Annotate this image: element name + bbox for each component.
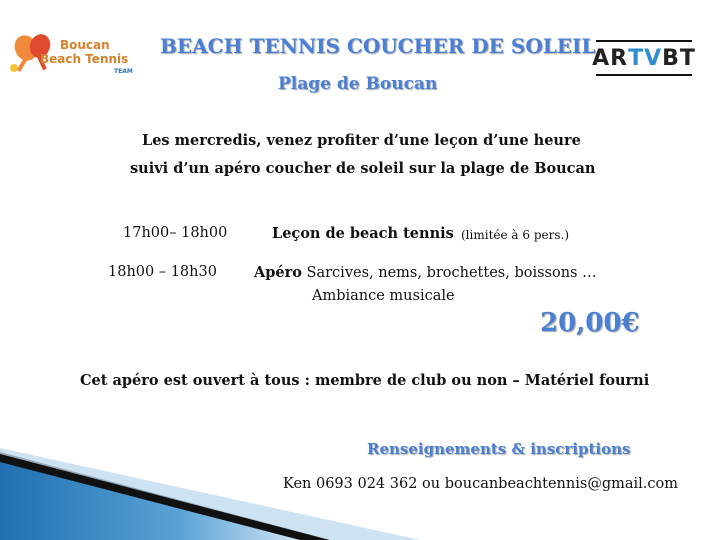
- contact-line: Ken 0693 024 362 ou boucanbeachtennis@gmail.com: [283, 476, 678, 492]
- intro-line-1: Les mercredis, venez profiter d’une leçon d’une heure: [142, 132, 581, 149]
- logo-text-beach-tennis: Beach Tennis: [40, 52, 129, 66]
- logo-part-3: BT: [662, 45, 696, 71]
- schedule-time-1: 17h00– 18h00: [123, 225, 228, 241]
- open-to-all-line: Cet apéro est ouvert à tous : membre de club ou non – Matériel fourni: [80, 372, 650, 389]
- info-heading: Renseignements & inscriptions: [367, 440, 631, 458]
- boucan-beach-tennis-logo: [6, 30, 140, 80]
- page-title: BEACH TENNIS COUCHER DE SOLEIL: [160, 34, 596, 58]
- logo-part-1: AR: [592, 45, 629, 71]
- page-subtitle: Plage de Boucan: [278, 74, 438, 94]
- logo-part-2: TV: [628, 45, 663, 71]
- schedule-activity-2-details: Sarcives, nems, brochettes, boissons …: [301, 265, 597, 281]
- logo-text-team: TEAM: [114, 68, 133, 75]
- decorative-wave: [0, 448, 720, 540]
- intro-line-2: suivi d’un apéro coucher de soleil sur la plage de Boucan: [130, 160, 596, 177]
- schedule-activity-1: Leçon de beach tennis: [272, 225, 454, 242]
- schedule-time-2: 18h00 – 18h30: [108, 264, 217, 280]
- schedule-activity-2-label: Apéro: [254, 264, 302, 281]
- schedule-note-1: (limitée à 6 pers.): [461, 228, 570, 242]
- price-label: 20,00€: [540, 308, 640, 338]
- schedule-extra: Ambiance musicale: [312, 288, 455, 304]
- logo-text-boucan: Boucan: [60, 38, 110, 52]
- schedule-activity-2: [254, 264, 597, 281]
- artvbt-logo: [592, 40, 696, 76]
